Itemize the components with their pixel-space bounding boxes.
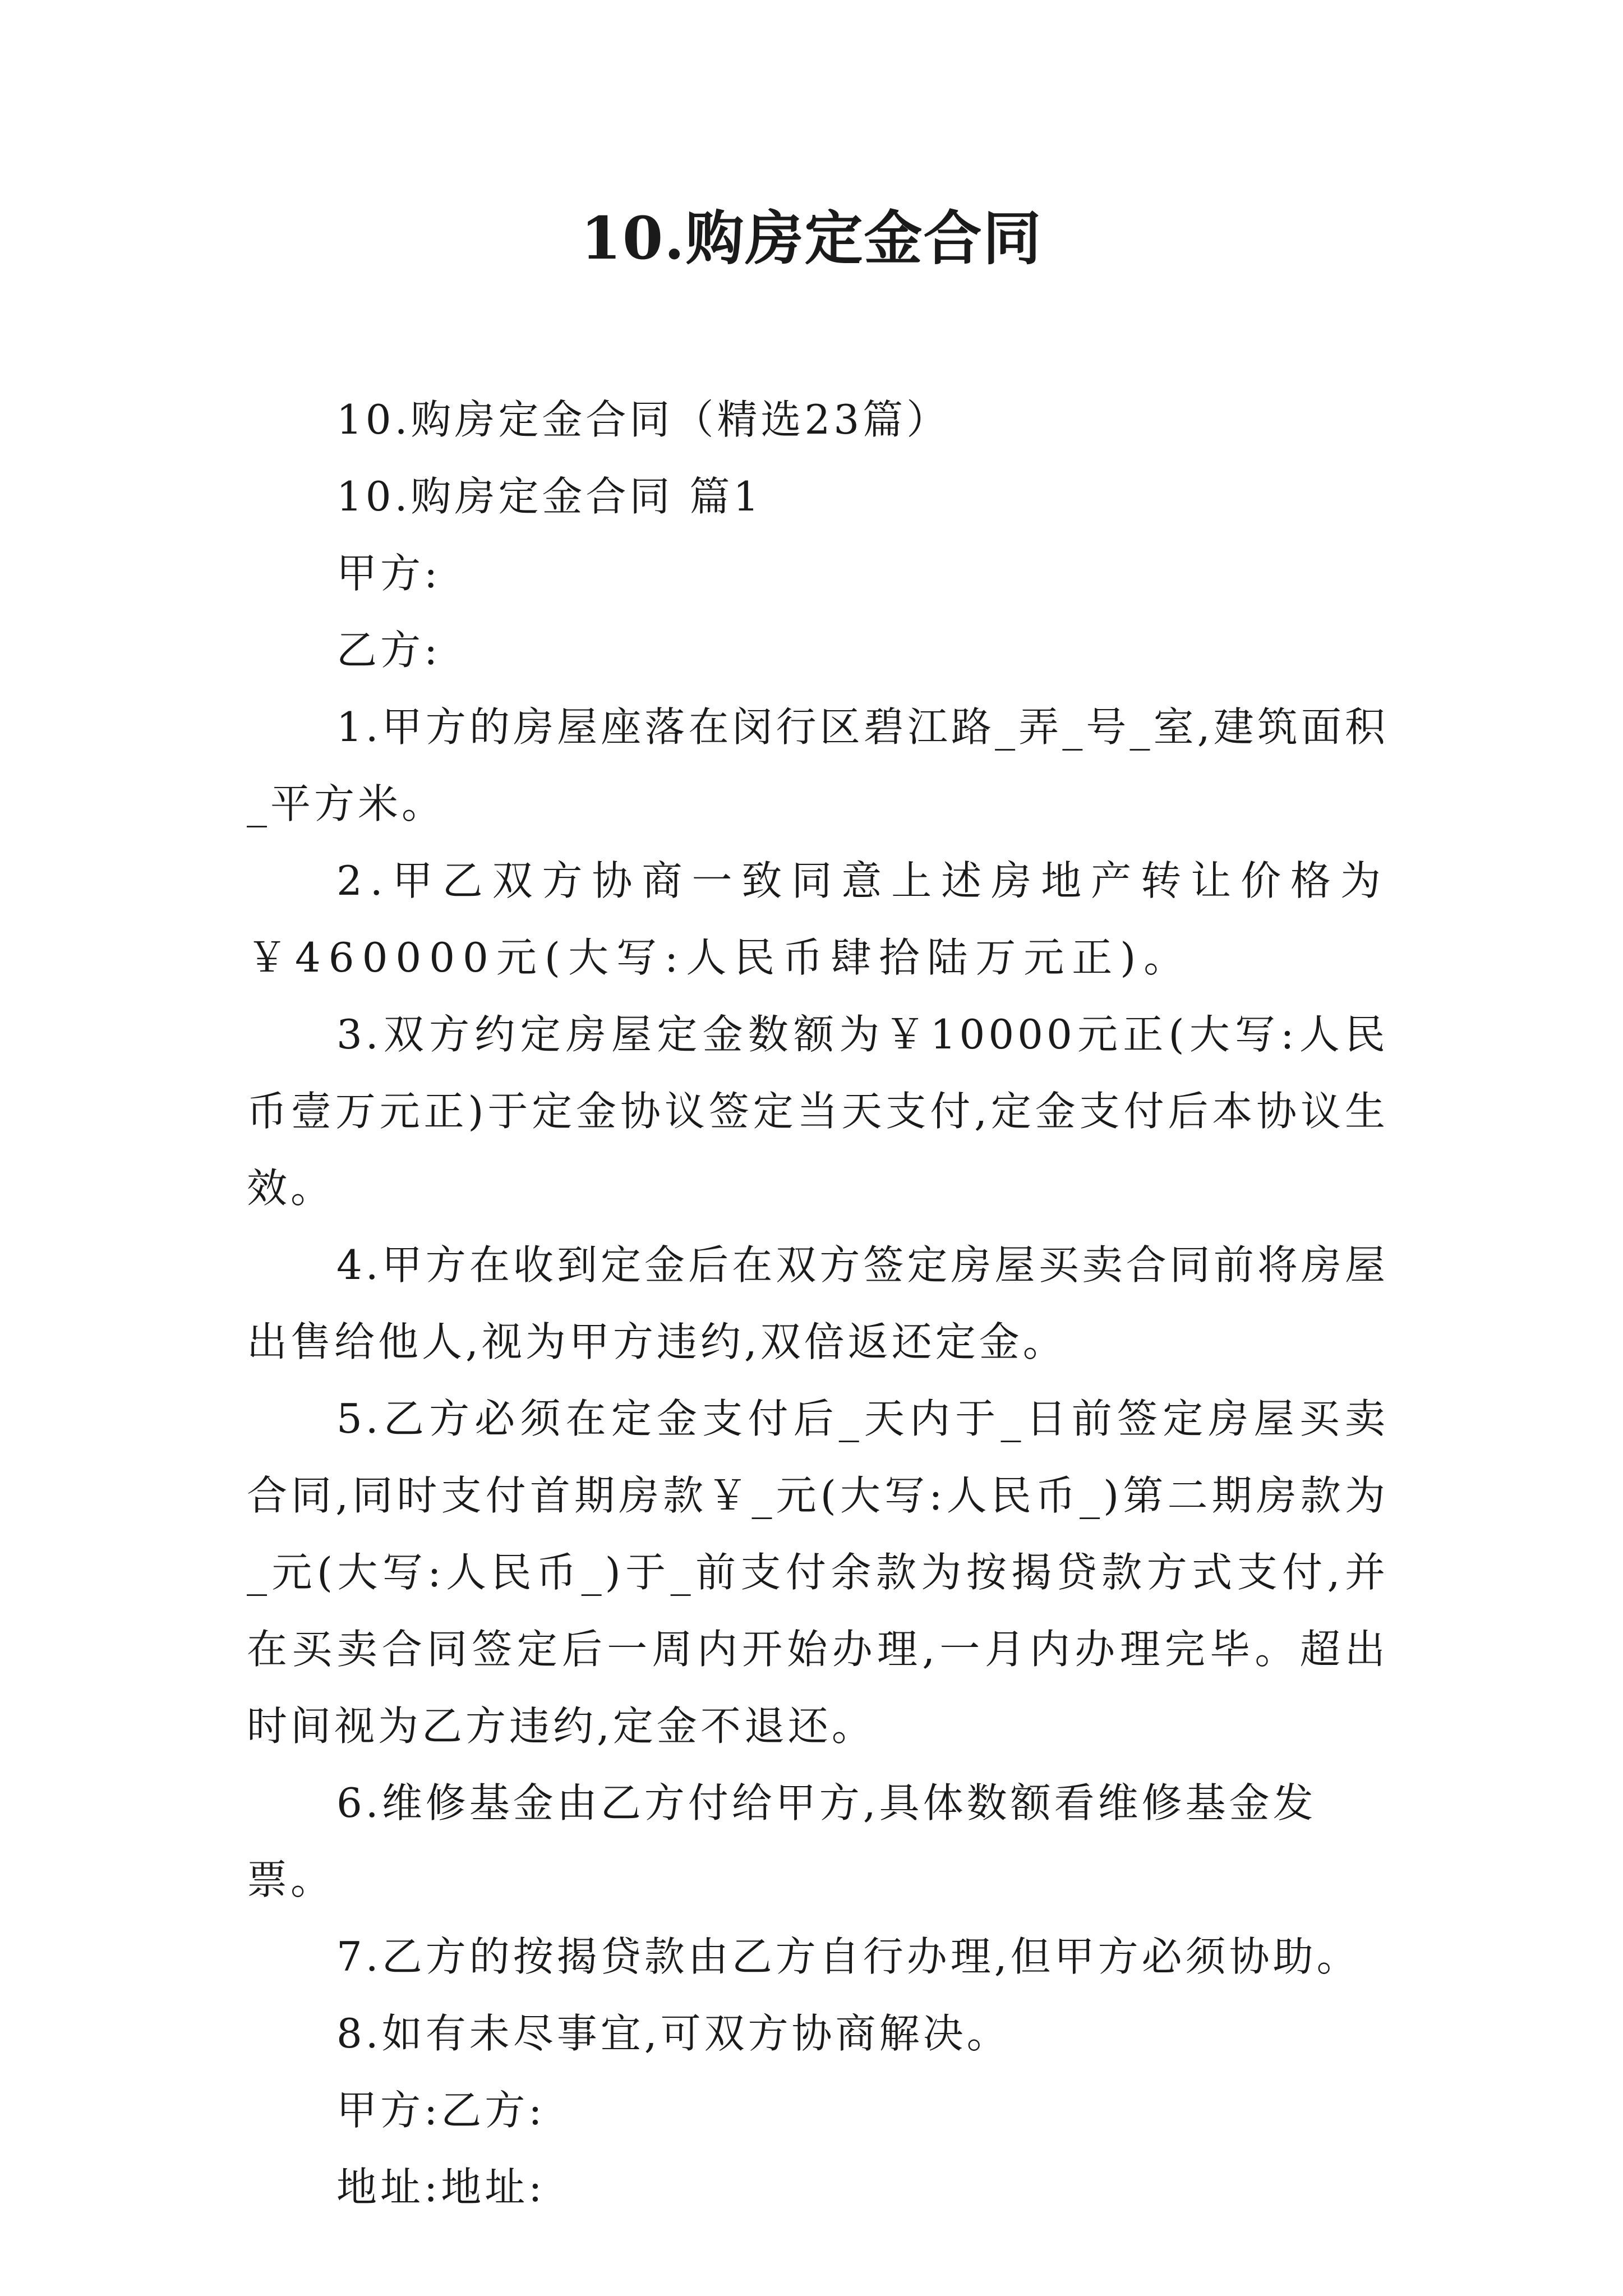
section-heading: 10.购房定金合同 篇1 [336,473,763,520]
signature-addresses: 地址:地址: [336,2164,546,2211]
clause-2: 2.甲乙双方协商一致同意上述房地产转让价格为￥460000元(大写:人民币肆拾陆万元正)。 [247,857,1389,981]
clause-3: 3.双方约定房屋定金数额为￥10000元正(大写:人民币壹万元正)于定金协议签定当天支付,定金支付后本协议生效。 [247,1011,1389,1212]
clause-4: 4.甲方在收到定金后在双方签定房屋买卖合同前将房屋出售给他人,视为甲方违约,双倍返还定金。 [247,1241,1389,1365]
collection-subtitle: 10.购房定金合同（精选23篇） [336,396,951,443]
document-title: 10.购房定金合同 [580,204,1043,273]
clause-8: 8.如有未尽事宜,可双方协商解决。 [336,2010,1011,2057]
party-b-label: 乙方: [336,627,441,674]
clause-7: 7.乙方的按揭贷款由乙方自行办理,但甲方必须协助。 [336,1933,1361,1980]
document-body [247,381,1389,2226]
signature-parties: 甲方:乙方: [336,2087,546,2134]
clause-5: 5.乙方必须在定金支付后_天内于_日前签定房屋买卖合同,同时支付首期房款￥_元(大写:人民币_)第二期房款为_元(大写:人民币_)于_前支付余款为按揭贷款方式支付,并在买卖合同签定后一周内开始办理,一月内办理完毕。超出时间视为乙方违约,定金不退还。 [247,1395,1389,1750]
party-a-label: 甲方: [336,550,441,597]
clause-1: 1.甲方的房屋座落在闵行区碧江路_弄_号_室,建筑面积_平方米。 [247,703,1389,827]
clause-6: 6.维修基金由乙方付给甲方,具体数额看维修基金发票。 [247,1779,1317,1903]
